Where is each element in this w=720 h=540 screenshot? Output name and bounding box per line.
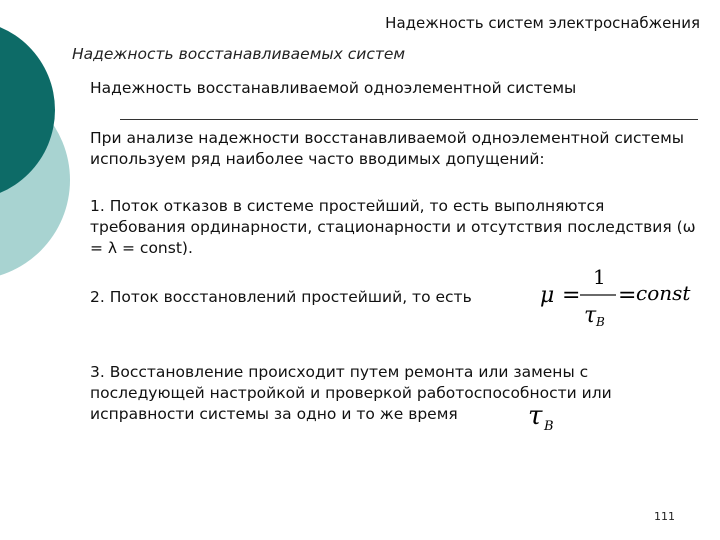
formula-mu-denominator: τ xyxy=(584,303,597,328)
decorative-circles xyxy=(0,0,80,300)
formula-mu-numerator: 1 xyxy=(593,265,606,289)
slide-subtitle: Надежность восстанавливаемой одноэлементной системы xyxy=(90,79,577,97)
formula-mu-eq2: = xyxy=(618,283,637,308)
formula-tau-symbol: τ xyxy=(528,401,543,431)
assumption-3: 3. Восстановление происходит путем ремонта или замены с последующей настройкой и проверкой работоспособности или исправности системы за одно и то же время xyxy=(90,363,612,423)
formula-mu-subscript: B xyxy=(596,315,605,329)
assumption-1: 1. Поток отказов в системе простейший, то есть выполняются требования ординарности, стационарности и отсутствия последствия (ω = λ = const). xyxy=(90,197,696,257)
page-number: 111 xyxy=(654,510,675,523)
assumption-2: 2. Поток восстановлений простейший, то есть xyxy=(90,288,472,306)
formula-tau xyxy=(526,400,566,434)
formula-mu xyxy=(538,262,698,332)
header-title: Надежность систем электроснабжения xyxy=(385,14,700,32)
intro-paragraph: При анализе надежности восстанавливаемой одноэлементной системы используем ряд наиболее часто вводимых допущений: xyxy=(90,129,685,168)
formula-mu-rhs: const xyxy=(636,281,691,305)
formula-mu-eq: = xyxy=(562,283,581,308)
formula-tau-subscript: B xyxy=(544,419,554,434)
formula-mu-lhs: μ xyxy=(540,283,555,308)
section-title: Надежность восстанавливаемых систем xyxy=(72,45,406,63)
divider xyxy=(120,119,698,120)
